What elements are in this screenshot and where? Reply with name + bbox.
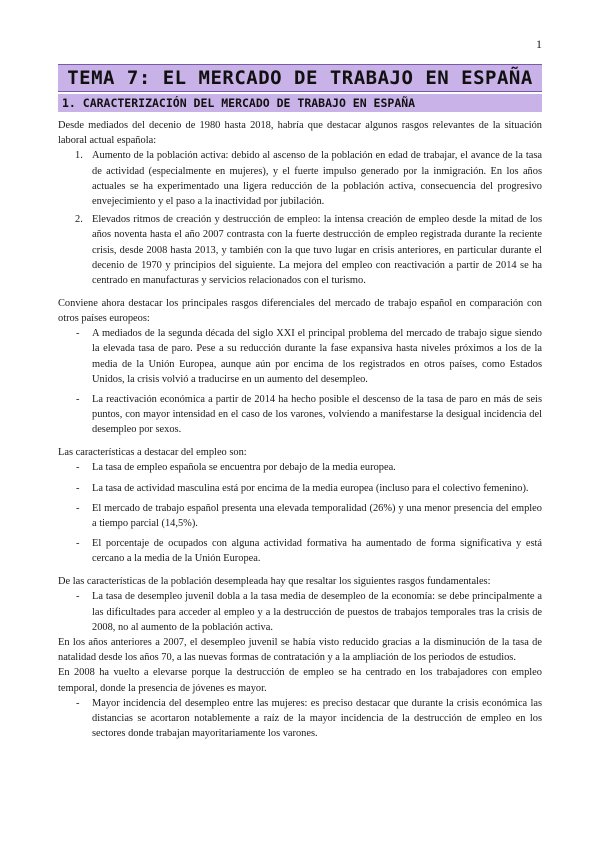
unemployed-paragraph: De las características de la población desempleada hay que resaltar los siguientes rasgos fundamentales:: [58, 576, 491, 588]
list-item-text: Aumento de la población activa: debido al ascenso de la población en edad de trabajar, el avance de la tasa de actividad (especialmente en mujeres), y el fuerte impulso generado por la inmigración. En los años actuales se ha experimentado una ligera reducción de la población activa, consecuencia del progresivo envejecimiento y el paso a la inactividad por jubilación.: [92, 150, 542, 208]
list-item: [58, 536, 542, 566]
list-item-text: El porcentaje de ocupados con alguna actividad formativa ha aumentado de forma significativa y está cercano a la media de la Unión Europea.: [92, 538, 542, 565]
list-item-text: La tasa de desempleo juvenil dobla a la tasa media de desempleo de la economía: se debe principalmente a las dificultades para acceder al empleo y a la destrucción de puestos de trabajos temporales tras la crisis de 2008, no al aumento de la población activa.: [92, 591, 542, 633]
list-item: [58, 696, 542, 742]
list-item-text: Mayor incidencia del desempleo entre las mujeres: es preciso destacar que durante la crisis económica las distancias se acortaron notablemente a raíz de la mayor incidencia de la destrucción de empleo en los sectores donde trabajan mayoritariamente los varones.: [92, 697, 542, 740]
before-2007-paragraph: En los años anteriores a 2007, el desempleo juvenil se había visto reducido gracias a la disminución de la tasa de natalidad desde los años 70, a las nuevas formas de contratación y a la ampliación de los periodos de estudios.: [58, 637, 542, 664]
list-item: [58, 501, 542, 531]
list-item-text: El mercado de trabajo español presenta una elevada temporalidad (26%) y una menor presencia del empleo a tiempo parcial (14,5%).: [92, 502, 542, 530]
differences-list: [58, 326, 542, 437]
dash-marker: -: [76, 538, 80, 550]
employment-paragraph: Las características a destacar del empleo son:: [58, 447, 247, 459]
section-heading: 1. CARACTERIZACIÓN DEL MERCADO DE TRABAJO EN ESPAÑA: [58, 94, 542, 112]
dash-marker: -: [76, 502, 80, 514]
list-item: [58, 326, 542, 387]
page-title: TEMA 7: EL MERCADO DE TRABAJO EN ESPAÑA: [58, 64, 542, 92]
dash-marker: -: [76, 394, 80, 406]
list-item-text: A mediados de la segunda década del siglo XXI el principal problema del mercado de trabajo sigue siendo la elevada tasa de paro. Pese a su reducción durante la fase expansiva hasta niveles próximos a los de la media de la Unión Europea, aunque aún por encima de los registrados en otros países, como Estados Unidos, la crisis volvió a traducirse en un aumento del desempleo.: [92, 328, 542, 385]
list-item-text: La tasa de actividad masculina está por encima de la media europea (incluso para el colectivo femenino).: [92, 482, 529, 494]
list-number: 2.: [75, 214, 83, 226]
list-item-text: La tasa de empleo española se encuentra por debajo de la media europea.: [92, 462, 396, 474]
list-item: [58, 460, 542, 475]
list-item-text: Elevados ritmos de creación y destrucción de empleo: la intensa creación de empleo desde la mitad de los años noventa hasta el año 2007 contrasta con la fuerte destrucción de empleo registrada durante la reciente crisis, desde 2008 hasta 2013, y también con la que tuvo lugar en crisis anteriores, en particular durante el decenio de 1970 y principios del siguiente. La mejora del empleo con reactivación a partir de 2014 se ha centrado en manufacturas y servicios relacionados con el turismo.: [92, 214, 542, 287]
list-item: [58, 392, 542, 438]
dash-marker: -: [76, 697, 80, 709]
dash-marker: -: [76, 591, 80, 603]
dash-marker: -: [76, 328, 80, 340]
unemployed-list: [58, 589, 542, 635]
list-item-text: La reactivación económica a partir de 2014 ha hecho posible el descenso de la tasa de paro en más de seis puntos, con mayor intensidad en el caso de los varones, volviendo a manifestarse la desigual incidencia del desempleo por sexos.: [92, 394, 542, 436]
list-item: [58, 148, 542, 209]
list-item: [58, 589, 542, 635]
differences-paragraph: Conviene ahora destacar los principales rasgos diferenciales del mercado de trabajo español en comparación con otros países europeos:: [58, 297, 542, 325]
list-item: [58, 481, 542, 496]
list-item: [58, 212, 542, 288]
numbered-list: [58, 148, 542, 288]
dash-marker: -: [76, 482, 80, 494]
page-number: 1: [536, 37, 542, 51]
list-number: 1.: [75, 150, 83, 162]
intro-paragraph: Desde mediados del decenio de 1980 hasta 2018, habría que destacar algunos rasgos relevantes de la situación laboral actual española:: [58, 120, 542, 147]
document-body: [58, 118, 542, 742]
employment-list: [58, 460, 542, 566]
women-list: [58, 696, 542, 742]
dash-marker: -: [76, 462, 80, 474]
year-2008-paragraph: En 2008 ha vuelto a elevarse porque la destrucción de empleo se ha centrado en los trabajadores con empleo temporal, donde la presencia de jóvenes es mayor.: [58, 667, 542, 694]
